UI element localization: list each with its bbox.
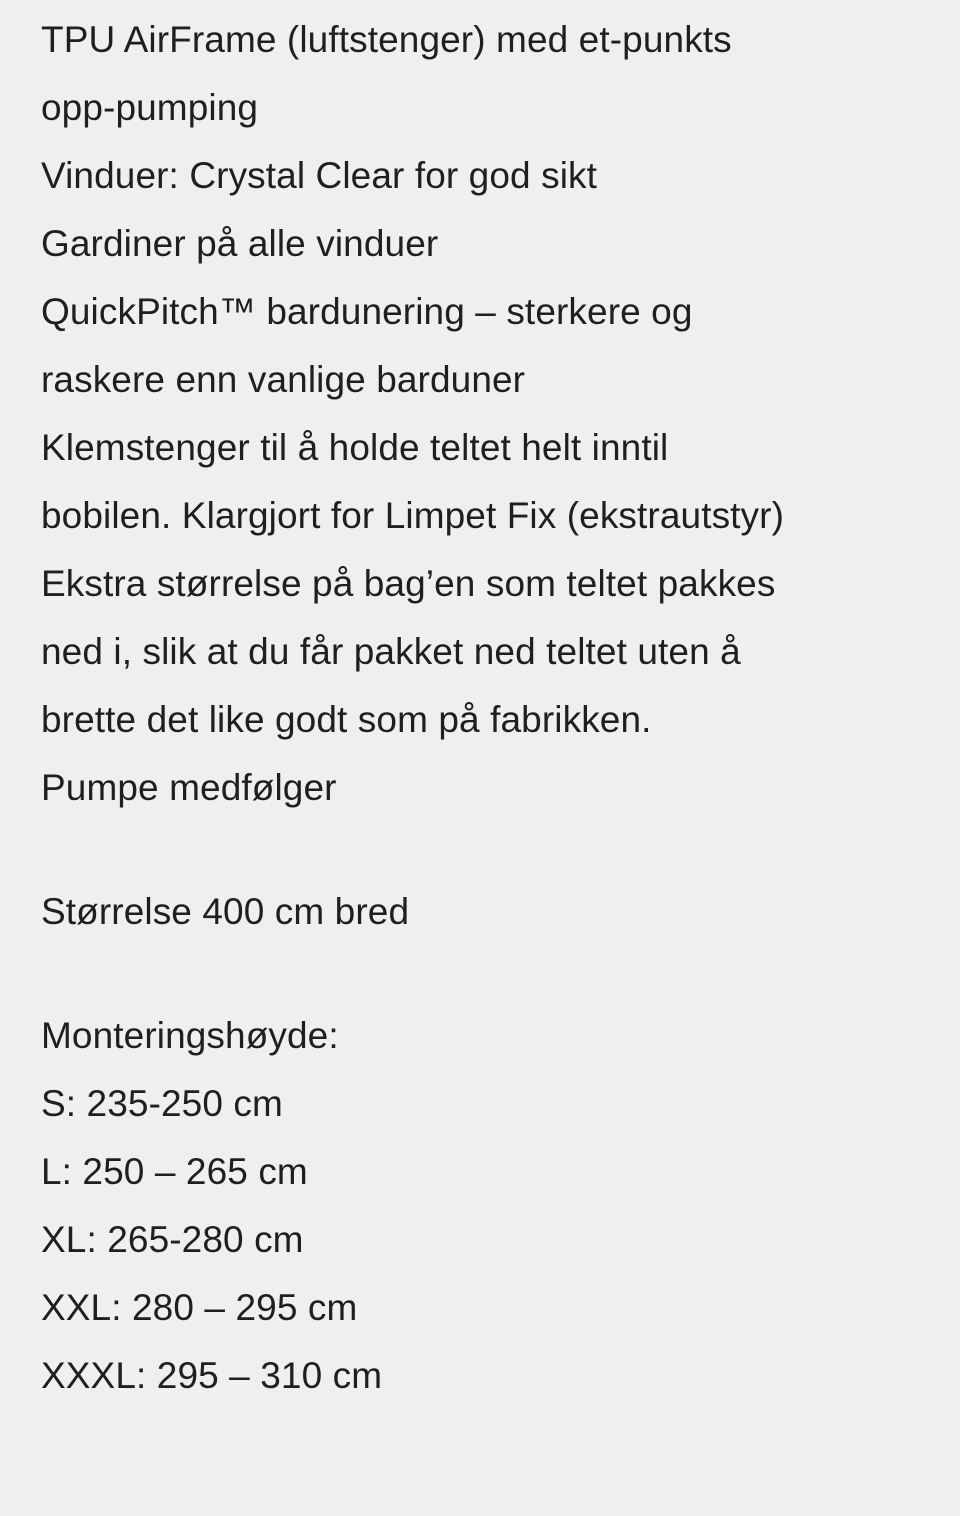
paragraph-gap bbox=[41, 822, 960, 878]
feature-line: bobilen. Klargjort for Limpet Fix (ekstrautstyr) bbox=[41, 495, 784, 536]
feature-line: Vinduer: Crystal Clear for god sikt bbox=[41, 155, 597, 196]
feature-line: QuickPitch™ bardunering – sterkere og bbox=[41, 291, 693, 332]
mounting-height-size: XXXL: 295 – 310 cm bbox=[41, 1355, 383, 1396]
mounting-height-heading: Monteringshøyde: bbox=[41, 1015, 339, 1056]
mounting-height-size: S: 235-250 cm bbox=[41, 1083, 283, 1124]
feature-line: Ekstra størrelse på bag’en som teltet pakkes bbox=[41, 563, 776, 604]
feature-line: raskere enn vanlige barduner bbox=[41, 359, 526, 400]
paragraph-gap bbox=[41, 946, 960, 1002]
feature-line: Klemstenger til å holde teltet helt inntil bbox=[41, 427, 669, 468]
size-text: Størrelse 400 cm bred bbox=[41, 891, 410, 932]
mounting-height-section bbox=[41, 1002, 960, 1410]
mounting-height-size: XL: 265-280 cm bbox=[41, 1219, 304, 1260]
feature-line: Pumpe medfølger bbox=[41, 767, 337, 808]
feature-line: Gardiner på alle vinduer bbox=[41, 223, 439, 264]
feature-line: ned i, slik at du får pakket ned teltet uten å bbox=[41, 631, 741, 672]
feature-list bbox=[41, 6, 960, 822]
feature-line: brette det like godt som på fabrikken. bbox=[41, 699, 652, 740]
feature-line: opp-pumping bbox=[41, 87, 259, 128]
feature-line: TPU AirFrame (luftstenger) med et-punkts bbox=[41, 19, 732, 60]
mounting-height-size: XXL: 280 – 295 cm bbox=[41, 1287, 358, 1328]
mounting-height-size: L: 250 – 265 cm bbox=[41, 1151, 308, 1192]
